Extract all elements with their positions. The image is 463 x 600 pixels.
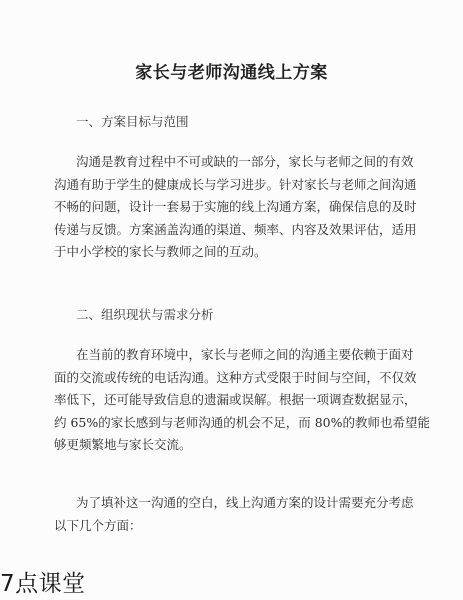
- paragraph-line: 不畅的问题，设计一套易于实施的线上沟通方案，确保信息的及时: [54, 199, 417, 214]
- paragraph-line: 为了填补这一沟通的空白，线上沟通方案的设计需要充分考虑: [76, 495, 414, 510]
- watermark-label: 7点课堂: [0, 571, 86, 597]
- paragraph-line: 率低下，还可能导致信息的遗漏或误解。根据一项调查数据显示，: [54, 392, 417, 407]
- document-title: 家长与老师沟通线上方案: [135, 63, 328, 83]
- paragraph-line: 沟通是教育过程中不可或缺的一部分，家长与老师之间的有效: [76, 154, 414, 169]
- paragraph-line: 以下几个方面：: [54, 517, 142, 533]
- paragraph-line: 面的交流或传统的电话沟通。这种方式受限于时间与空间，不仅效: [54, 369, 417, 385]
- section-heading-analysis: 二、组织现状与需求分析: [76, 307, 214, 322]
- paragraph-line: 沟通有助于学生的健康成长与学习进步。针对家长与老师之间沟通: [54, 176, 417, 192]
- section-heading-goals: 一、方案目标与范围: [76, 114, 189, 129]
- paragraph-line: 在当前的教育环境中，家长与老师之间的沟通主要依赖于面对: [76, 347, 414, 362]
- paragraph-line: 于中小学校的家长与教师之间的互动。: [54, 244, 267, 259]
- paragraph-analysis: [54, 344, 431, 457]
- paragraph-approach: [54, 492, 414, 537]
- paragraph-line: 够更频繁地与家长交流。: [54, 437, 192, 452]
- paragraph-goals: [54, 151, 417, 264]
- paragraph-line: 约 65%的家长感到与老师沟通的机会不足，而 80%的教师也希望能: [54, 414, 431, 430]
- paragraph-line: 传递与反馈。方案涵盖沟通的渠道、频率、内容及效果评估，适用: [54, 221, 417, 237]
